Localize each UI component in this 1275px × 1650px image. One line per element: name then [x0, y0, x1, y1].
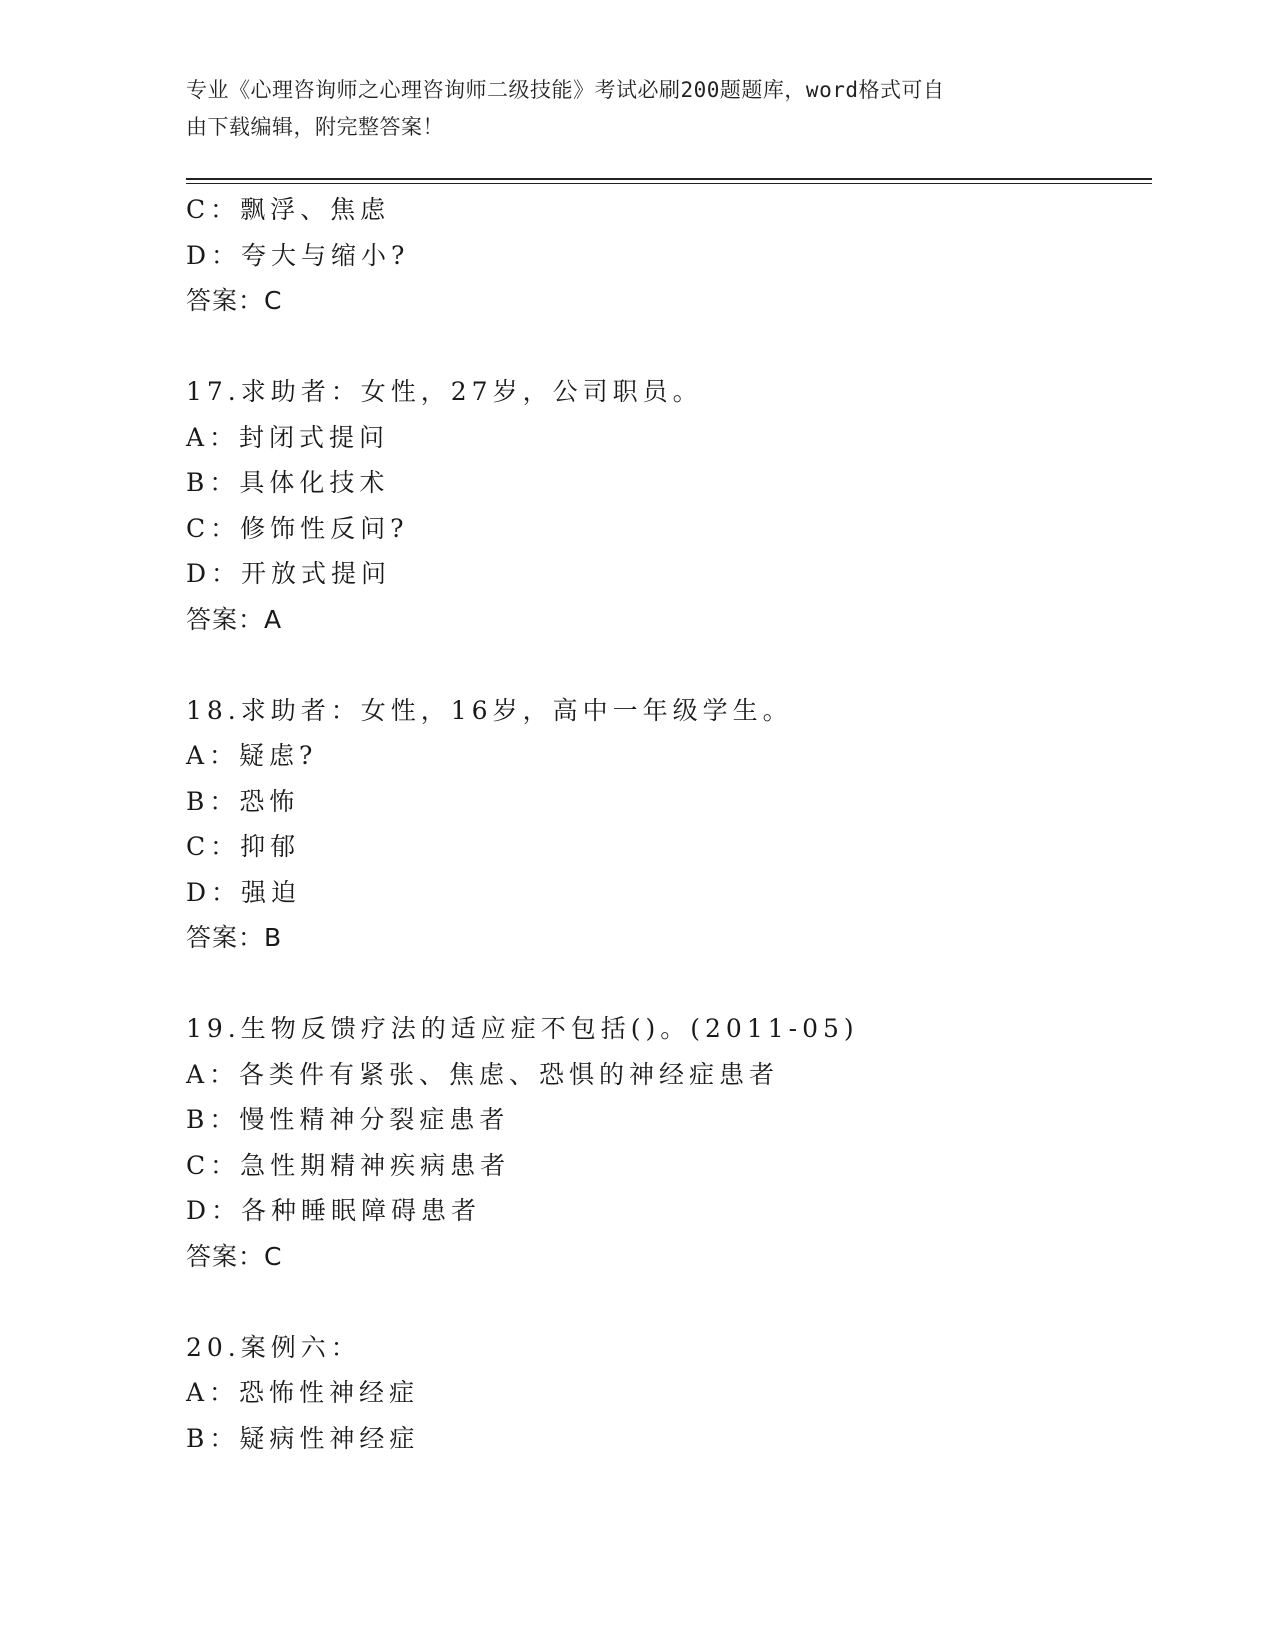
option-a: A：各类件有紧张、焦虑、恐惧的神经症患者 — [186, 1059, 780, 1089]
question-block-16 — [186, 187, 1152, 324]
header-line-1: 专业《心理咨询师之心理咨询师二级技能》考试必刷200题题库，word格式可自 — [186, 78, 945, 102]
question-text: 18.求助者：女性，16岁，高中一年级学生。 — [186, 695, 793, 725]
header-line-2: 由下载编辑，附完整答案！ — [186, 115, 444, 139]
option-c: C：抑郁 — [186, 832, 301, 861]
option-b: B：慢性精神分裂症患者 — [186, 1105, 510, 1134]
option-d: D：强迫 — [186, 877, 302, 907]
question-block-18 — [186, 688, 1152, 961]
option-d: D：各种睡眠障碍患者 — [186, 1196, 482, 1225]
header-divider-thick — [186, 178, 1152, 180]
document-header — [186, 72, 1066, 146]
question-block-19 — [186, 1006, 1152, 1279]
answer-line: 答案：C — [186, 286, 283, 315]
option-c: C：修饰性反问? — [186, 513, 409, 543]
option-c: C：飘浮、焦虑 — [186, 195, 391, 224]
option-a: A：封闭式提问 — [186, 422, 390, 452]
question-text: 17.求助者：女性，27岁，公司职员。 — [186, 377, 703, 406]
option-b: B：具体化技术 — [186, 468, 390, 497]
question-list — [186, 187, 1152, 1461]
header-divider-thin — [186, 183, 1152, 184]
option-c: C：急性期精神疾病患者 — [186, 1150, 511, 1180]
question-text: 20.案例六： — [186, 1332, 361, 1362]
spacer — [186, 642, 1152, 688]
option-d: D：夸大与缩小? — [186, 240, 410, 270]
answer-line: 答案：B — [186, 923, 283, 952]
spacer — [186, 961, 1152, 1007]
question-block-17 — [186, 369, 1152, 642]
option-b: B：恐怖 — [186, 786, 300, 816]
question-text: 19.生物反馈疗法的适应症不包括()。(2011-05) — [186, 1014, 859, 1043]
option-a: A：疑虑? — [186, 741, 318, 770]
option-b: B：疑病性神经症 — [186, 1423, 420, 1453]
answer-line: 答案：A — [186, 604, 283, 634]
spacer — [186, 324, 1152, 370]
option-a: A：恐怖性神经症 — [186, 1378, 420, 1407]
answer-line: 答案：C — [186, 1241, 283, 1271]
spacer — [186, 1279, 1152, 1325]
option-d: D：开放式提问 — [186, 559, 392, 588]
question-block-20 — [186, 1325, 1152, 1462]
